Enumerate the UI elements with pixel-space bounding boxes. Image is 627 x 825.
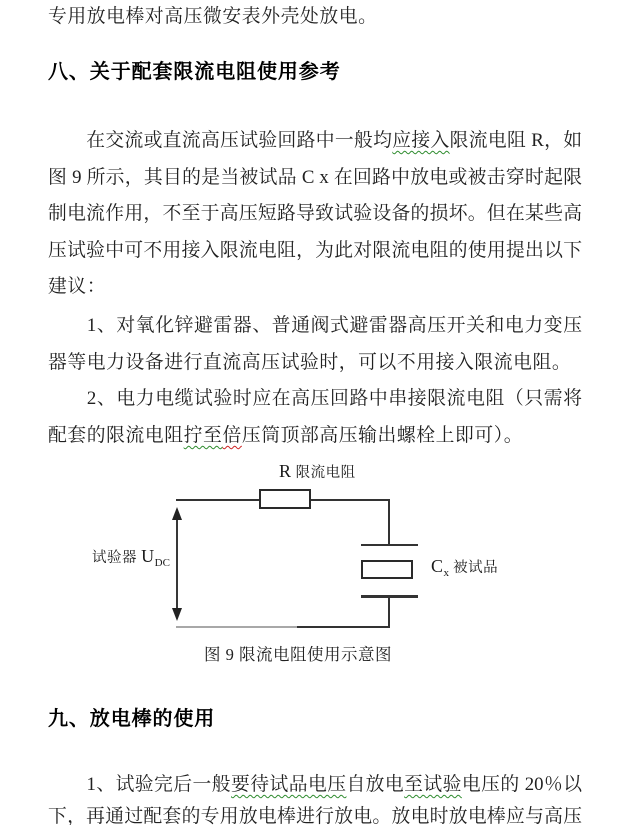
- capacitor-top-plate: [361, 544, 418, 546]
- section-heading: [48, 62, 582, 83]
- source-subscript-text: DC: [154, 557, 170, 569]
- figure-caption: [204, 644, 392, 665]
- text-line: [48, 6, 582, 27]
- text-line: [48, 774, 582, 795]
- text-line: [48, 388, 582, 409]
- source-label: [92, 546, 170, 569]
- text-segment: 下，再: [48, 806, 106, 825]
- text-line: [48, 203, 582, 224]
- right-wire-upper: [388, 499, 390, 545]
- text-line: [48, 425, 582, 446]
- resistor-name-text: 限流电阻: [295, 465, 356, 481]
- text-segment: 配套的限流电阻: [48, 425, 184, 446]
- text-segment: 制电流作用，不至于高压短路导致试验设备的损坏。但在某些高: [48, 203, 582, 224]
- dut-subscript-text: x: [443, 567, 450, 579]
- bottom-wire-left: [176, 626, 297, 628]
- text-segment: 的专用放电棒进行放电。放电时放电棒应与高压: [181, 806, 583, 825]
- source-symbol-text: U: [141, 546, 155, 566]
- section-heading: [48, 709, 582, 730]
- text-segment: 图 9 所示，其目的是当被试品 C x 在回路中放电或被击穿时起限: [48, 167, 582, 188]
- dut-label: [431, 556, 498, 579]
- right-wire-lower: [388, 598, 390, 627]
- text-line: [48, 130, 582, 151]
- text-segment: 1、对氧化锌避雷器、普通阀式避雷器高压开关和电力变压: [48, 315, 582, 336]
- text-segment: 电压的 20％以: [461, 774, 583, 795]
- text-line: [48, 167, 582, 188]
- text-segment: 1、试验完后一般: [48, 774, 231, 795]
- dut-symbol-text: C: [431, 556, 444, 576]
- resistor-label: [279, 461, 356, 482]
- text-segment: 自放电: [346, 774, 405, 795]
- text-segment: 图 9 限流电阻使用示意图: [204, 645, 392, 664]
- text-segment: 九、放电棒的使用: [48, 708, 216, 730]
- dut-name-text: 被试品: [453, 560, 499, 576]
- text-segment: 压试验中可不用接入限流电阻，为此对限流电阻的使用提出以下: [48, 240, 582, 261]
- text-segment: 2、电力电缆试验时应在高压回路中串接限流电阻（只需将: [48, 388, 582, 409]
- text-line: [48, 276, 582, 297]
- text-line: [48, 806, 582, 825]
- spellcheck-green-squiggle-text: 通过配套: [105, 806, 182, 825]
- text-segment: 压筒顶部高压输出螺栓上即可）。: [241, 425, 524, 446]
- text-segment: 专用放电棒对高压微安表外壳处放电。: [48, 6, 378, 27]
- spellcheck-green-squiggle-text: 至试验: [404, 774, 462, 795]
- bottom-wire-right: [297, 626, 390, 628]
- text-segment: 在交流或直流高压试验回路中一般均: [48, 130, 393, 151]
- spellcheck-green-squiggle-text: 要待试品电压: [231, 774, 347, 795]
- spellcheck-red-squiggle-text: 倍: [222, 425, 242, 446]
- text-segment: 建议：: [48, 276, 107, 297]
- text-segment: 器等电力设备进行直流高压试验时，可以不用接入限流电阻。: [48, 352, 572, 373]
- text-segment: 八、关于配套限流电阻使用参考: [48, 61, 341, 83]
- resistor-symbol-box: [259, 489, 311, 509]
- text-line: [48, 240, 582, 261]
- source-name-text: 试验器: [92, 550, 137, 566]
- text-line: [48, 352, 582, 373]
- spellcheck-green-squiggle-text: 应接入: [392, 130, 450, 151]
- dut-symbol-box: [361, 560, 413, 579]
- spellcheck-green-squiggle-text: 拧至: [183, 425, 223, 446]
- text-line: [48, 315, 582, 336]
- voltage-double-arrow-icon: [169, 507, 185, 621]
- text-segment: 限流电阻 R，如: [449, 130, 582, 151]
- resistor-symbol-text: R: [279, 461, 292, 481]
